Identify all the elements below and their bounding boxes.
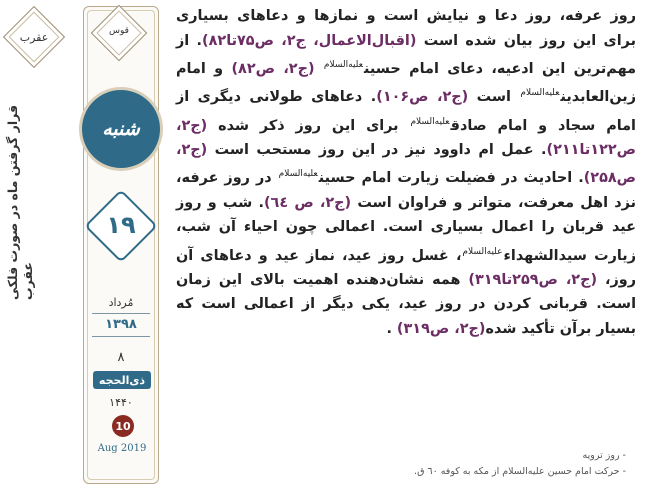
salutation-mark: عليه‌السلام <box>410 116 450 127</box>
zodiac-second-label: قوس <box>109 26 129 36</box>
day-number: ۱۹ <box>106 211 136 239</box>
lunar-month: ذی‌الحجه <box>98 373 146 387</box>
citation: (ج۲، ص۳۱۹) <box>396 320 486 337</box>
text-segment <box>315 61 323 77</box>
citation: (ج۲، ص۸۲) <box>231 60 315 77</box>
salutation-mark: عليه‌السلام <box>323 60 363 70</box>
text-segment: است <box>468 89 520 106</box>
text-segment: همه نشان‌دهنده اهمیت بالای این زمان است. قربانی کردن در روز عید، یکی دیگر از اعمالی است که بسیار برآن تأکید شده <box>176 271 636 337</box>
text-segment: . دعاهای طولانی دیگری از امام سجاد و امام صادق <box>176 89 636 134</box>
text-segment: برای این روز ذکر شده <box>207 117 410 134</box>
footnote: - حرکت امام حسین عليه‌السلام از مکه به کوفه ٦۰ ق. <box>414 466 626 477</box>
lunar-year: ۱۴۴۰ <box>109 396 133 409</box>
main-paragraph <box>176 4 636 419</box>
gregorian-month-year: Aug 2019 <box>97 443 147 454</box>
zodiac-top-label: عقرب <box>19 31 49 44</box>
divider <box>92 336 150 337</box>
citation: (ج۲، ص ٦٤) <box>263 194 352 211</box>
lunar-month-pill <box>93 371 151 389</box>
citation: (ج۲، ص۱۰۶) <box>376 89 469 106</box>
weekday-circle <box>79 87 163 171</box>
citation: (اقبال‌الاعمال، ج۲، ص۷۵تا۸۲) <box>202 32 417 49</box>
text-segment: . از مهم‌ترین این ادعیه، دعای امام حسین <box>176 32 637 77</box>
citation: (ج۲، ص۲۵۹تا۳۱۹) <box>468 271 598 288</box>
salutation-mark: عليه‌السلام <box>520 88 560 99</box>
lunar-day: ۸ <box>117 350 125 365</box>
text-segment: . عمل ام داوود نیز در این روز مستحب است <box>207 141 547 158</box>
salutation-mark: عليه‌السلام <box>278 169 318 180</box>
text-segment: ، غسل روز عید، نماز عید و دعاهای آن روز، <box>176 247 636 288</box>
text-segment: . احادیث در فضیلت زیارت امام حسین <box>318 170 584 187</box>
text-segment: در روز عرفه، نزد اهل معرفت، متواتر و فراوان است <box>176 170 637 211</box>
footnotes <box>186 448 626 480</box>
divider <box>92 313 150 314</box>
salutation-mark: عليه‌السلام <box>462 246 503 257</box>
text-segment: روز عرفه، روز دعا و نیایش است و نمازها و دعاهای بسیاری برای این روز بیان شده است <box>176 8 636 49</box>
gregorian-day-badge <box>112 415 134 437</box>
weekday-label: شنبه <box>102 118 140 140</box>
moon-position-note: قرار گرفتن ماه در صورت فلکی عقرب <box>5 104 35 300</box>
solar-year: ۱۳۹۸ <box>105 317 137 332</box>
text-segment: . شب و روز عید قربان را اعمال بسیاری است. اعمالی چون احیاء آن شب، زیارت سیدالشهداء <box>176 194 636 264</box>
citation: (ج۲، ص۲۵۸) <box>176 141 636 187</box>
text-segment: و امام زین‌العابدین <box>176 60 636 106</box>
solar-month: مُرداد <box>108 296 134 309</box>
text-segment: . <box>386 320 397 337</box>
citation: (ج۲، ص۱۲۲تا۲۱۱) <box>176 117 636 158</box>
gregorian-day: 10 <box>115 419 131 433</box>
footnote: - روز ترویه <box>582 450 626 461</box>
